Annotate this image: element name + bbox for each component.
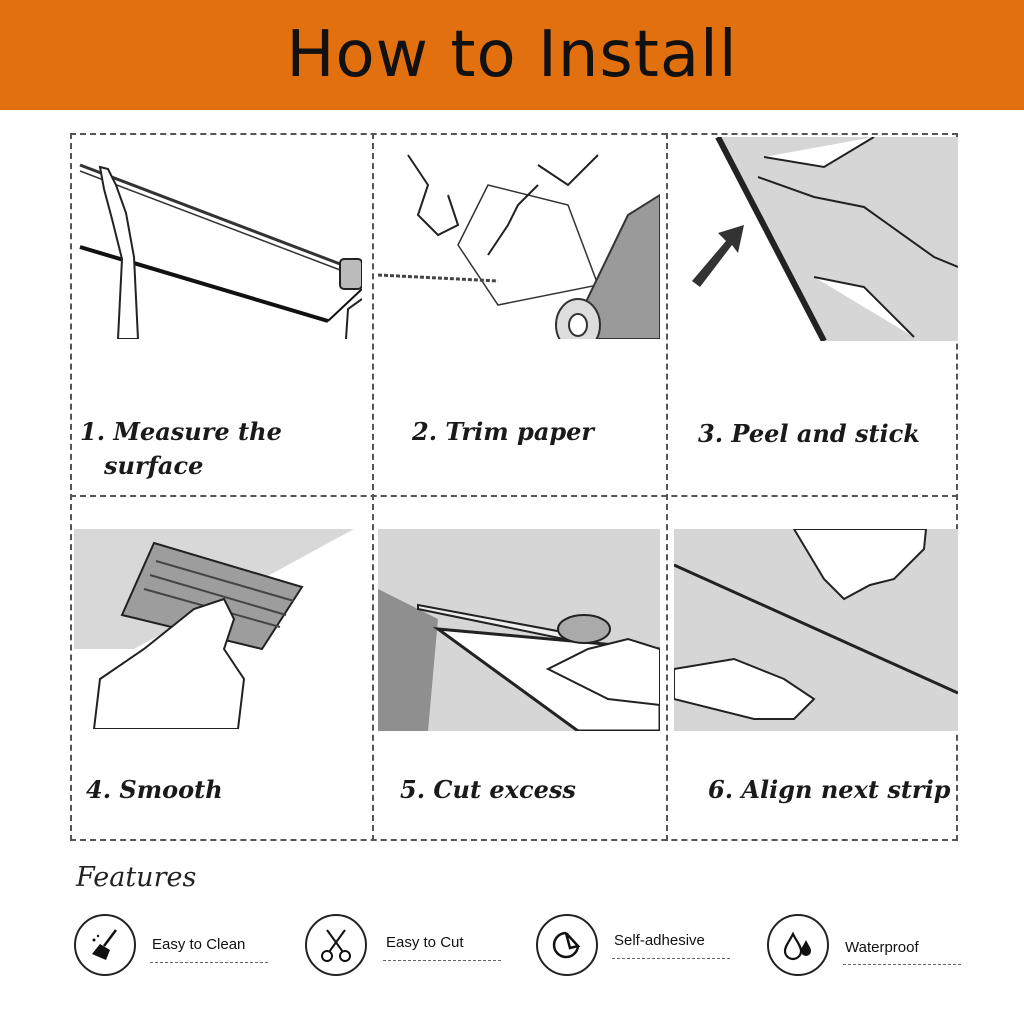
smooth-illustration (74, 529, 360, 729)
step-1-label-line1: 1. Measure the (80, 417, 282, 446)
measure-illustration (78, 149, 362, 339)
align-illustration (674, 529, 958, 731)
scissors-icon (305, 914, 367, 976)
step-5-label: 5. Cut excess (400, 775, 576, 804)
feature-underline (150, 962, 268, 963)
grid-divider (70, 495, 958, 497)
peel-sticker-icon (536, 914, 598, 976)
grid-divider (70, 839, 958, 841)
feature-waterproof (767, 910, 967, 980)
peel-illustration (674, 137, 958, 341)
grid-divider (70, 133, 958, 135)
trim-illustration (378, 145, 660, 339)
page-title: How to Install (286, 18, 738, 92)
grid-divider (70, 133, 72, 841)
step-2-label: 2. Trim paper (412, 417, 595, 446)
step-4-label: 4. Smooth (86, 775, 223, 804)
steps-grid (70, 133, 958, 841)
feature-underline (843, 964, 961, 965)
feature-label: Easy to Cut (386, 934, 464, 951)
features-title: Features (76, 862, 197, 893)
water-drops-icon (767, 914, 829, 976)
feature-label: Self-adhesive (614, 932, 705, 949)
feature-underline (612, 958, 730, 959)
step-3-label: 3. Peel and stick (698, 419, 920, 448)
cut-illustration (378, 529, 660, 731)
step-6-label: 6. Align next strip (708, 775, 951, 804)
grid-divider (666, 133, 668, 841)
grid-divider (372, 133, 374, 841)
step-1-label-line2: surface (104, 451, 204, 480)
header-banner (0, 0, 1024, 110)
broom-icon (74, 914, 136, 976)
feature-easy-to-cut (305, 910, 505, 980)
feature-self-adhesive (536, 910, 736, 980)
feature-label: Waterproof (845, 939, 919, 956)
step-1-label (80, 415, 282, 483)
feature-label: Easy to Clean (152, 936, 246, 953)
feature-easy-to-clean (74, 910, 274, 980)
feature-underline (383, 960, 501, 961)
